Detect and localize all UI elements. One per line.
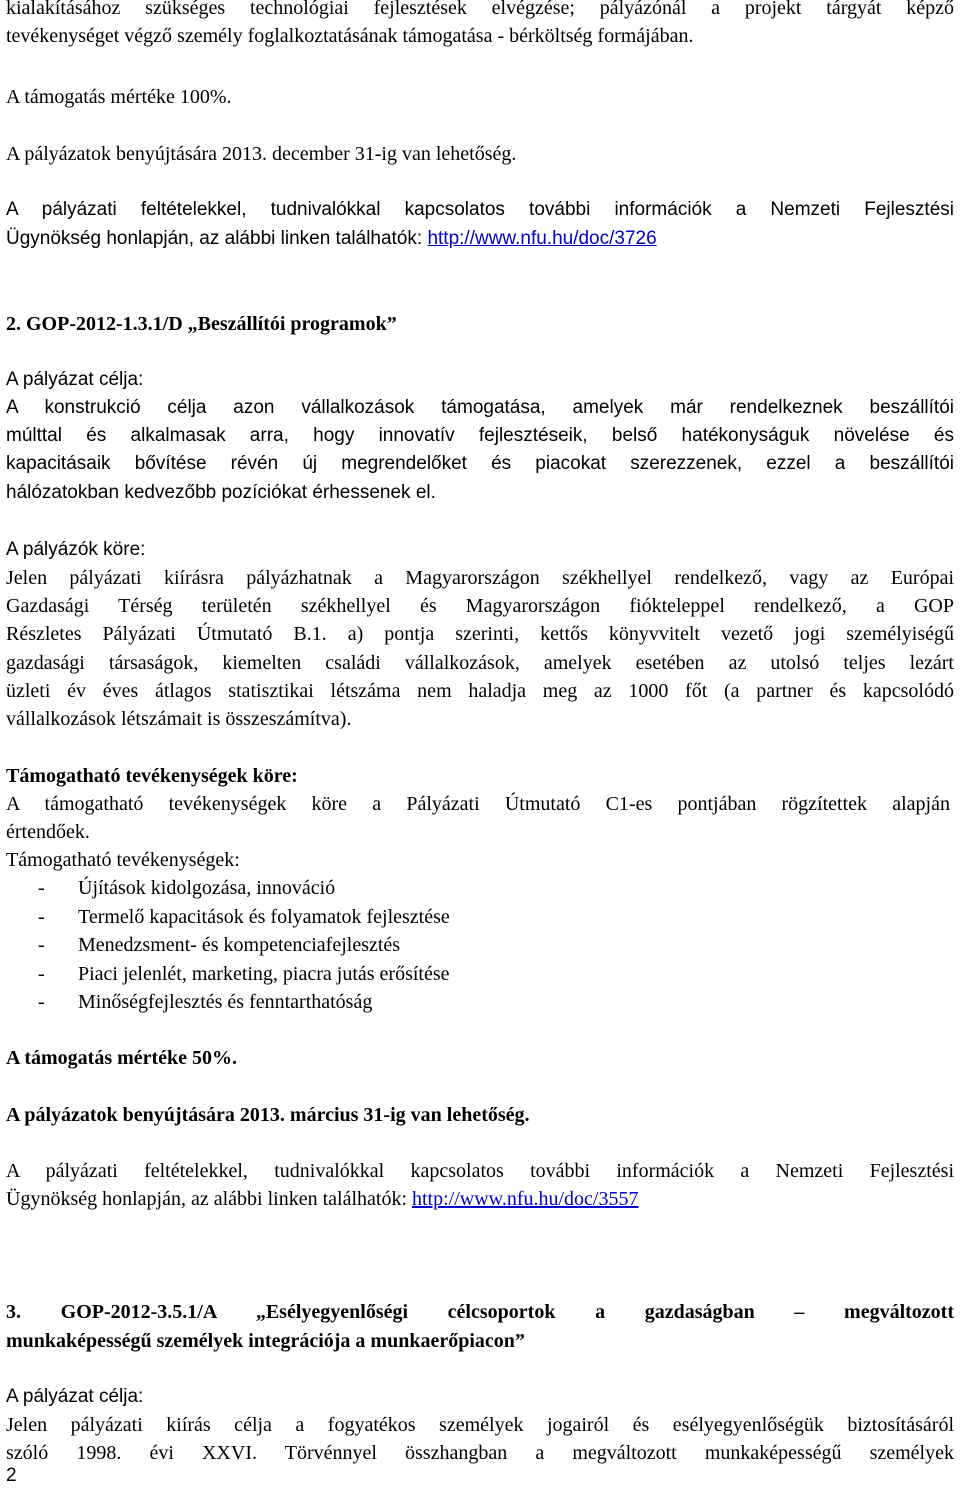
activities-label: Támogatható tevékenységek köre: xyxy=(6,765,298,787)
list-item xyxy=(6,960,450,989)
section-3-heading-line-2: munkaképességű személyek integrációja a munkaerőpiacon” xyxy=(6,1330,525,1352)
applicants-line-3: Részletes Pályázati Útmutató B.1. a) pontja szerinti, kettős könyvvitelt vezető jogi személyiségű xyxy=(6,623,954,645)
activities-list xyxy=(6,874,450,1017)
deadline-december: A pályázatok benyújtására 2013. december 31-ig van lehetőség. xyxy=(6,143,517,165)
dash-bullet: - xyxy=(38,991,45,1013)
dash-bullet: - xyxy=(38,934,45,956)
applicants-line-5: üzleti év éves átlagos statisztikai létszáma nem haladja meg az 1000 főt (a partner és kapcsolódó xyxy=(6,680,954,702)
section-3-goal-label: A pályázat célja: xyxy=(6,1386,144,1407)
activities-line-1: A támogatható tevékenységek köre a Pályázati Útmutató C1-es pontjában rögzítettek alapján xyxy=(6,793,950,815)
support-rate-50: A támogatás mértéke 50%. xyxy=(6,1047,238,1069)
page-number: 2 xyxy=(6,1465,17,1486)
link-doc-3726[interactable]: http://www.nfu.hu/doc/3726 xyxy=(427,228,657,249)
section-2-goal-label: A pályázat célja: xyxy=(6,369,144,390)
info-line-2-text: Ügynökség honlapján, az alábbi linken találhatók: xyxy=(6,228,428,249)
applicants-line-1: Jelen pályázati kiírásra pályázhatnak a Magyarországon székhellyel rendelkező, vagy az Európai xyxy=(6,567,954,589)
info-line-2 xyxy=(6,225,657,254)
list-item-text: Piaci jelenlét, marketing, piacra jutás erősítése xyxy=(78,962,450,985)
section-2-goal-line-4: hálózatokban kedvezőbb pozíciókat érhessenek el. xyxy=(6,482,436,503)
info-line-2b-text: Ügynökség honlapján, az alábbi linken találhatók: xyxy=(6,1188,412,1210)
dash-bullet: - xyxy=(38,905,45,928)
section-2-goal-line-1: A konstrukció célja azon vállalkozások támogatása, amelyek már rendelkeznek beszállítói xyxy=(6,397,954,418)
applicants-line-4: gazdasági társaságok, kiemelten családi vállalkozások, amelyek esetében az utolsó teljes lezárt xyxy=(6,652,954,674)
section-3-goal-line-2: szóló 1998. évi XXVI. Törvénnyel összhangban a megváltozott munkaképességű személyek xyxy=(6,1442,954,1464)
intro-line-1: kialakításához szükséges technológiai fejlesztések elvégzése; pályázónál a projekt tárgyát képző xyxy=(6,0,954,19)
support-rate-100: A támogatás mértéke 100%. xyxy=(6,86,232,108)
activities-line-2: értendőek. xyxy=(6,821,90,843)
list-item xyxy=(6,874,450,903)
section-3-goal-line-1: Jelen pályázati kiírás célja a fogyatékos személyek jogairól és esélyegyenlőségük biztosításáról xyxy=(6,1414,954,1436)
applicants-label: A pályázók köre: xyxy=(6,539,146,560)
applicants-line-2: Gazdasági Térség területén székhellyel és Magyarországon fiókteleppel rendelkező, a GOP xyxy=(6,595,954,617)
deadline-march: A pályázatok benyújtására 2013. március 31-ig van lehetőség. xyxy=(6,1104,530,1126)
dash-bullet: - xyxy=(38,962,45,985)
list-item xyxy=(6,931,450,960)
info-line-1: A pályázati feltételekkel, tudnivalókkal kapcsolatos további információk a Nemzeti Fejlesztési xyxy=(6,199,954,220)
section-3-heading-line-1: 3. GOP-2012-3.5.1/A „Esélyegyenlőségi célcsoportok a gazdaságban – megváltozott xyxy=(6,1301,954,1323)
section-2-heading: 2. GOP-2012-1.3.1/D „Beszállítói programok” xyxy=(6,313,397,335)
list-item-text: Menedzsment- és kompetenciafejlesztés xyxy=(78,934,401,956)
list-item-text: Minőségfejlesztés és fenntarthatóság xyxy=(78,991,373,1013)
intro-line-2: tevékenységet végző személy foglalkoztatásának támogatása - bérköltség formájában. xyxy=(6,25,694,47)
info-line-1b: A pályázati feltételekkel, tudnivalókkal kapcsolatos további információk a Nemzeti Fejlesztési xyxy=(6,1160,954,1182)
list-item xyxy=(6,903,450,932)
applicants-line-6: vállalkozások létszámait is összeszámítva). xyxy=(6,708,352,730)
list-item-text: Termelő kapacitások és folyamatok fejlesztése xyxy=(78,905,450,928)
dash-bullet: - xyxy=(38,877,45,899)
activities-sub-label: Támogatható tevékenységek: xyxy=(6,849,240,871)
list-item-text: Újítások kidolgozása, innováció xyxy=(78,877,336,899)
section-2-goal-line-3: kapacitásaik bővítése révén új megrendelőket és piacokat szerezzenek, ezzel a beszállítói xyxy=(6,453,954,474)
info-line-2b xyxy=(6,1185,638,1214)
section-2-goal-line-2: múlttal és alkalmasak arra, hogy innovatív fejlesztéseik, belső hatékonyságuk növelése és xyxy=(6,425,954,446)
link-doc-3557[interactable]: http://www.nfu.hu/doc/3557 xyxy=(412,1188,639,1210)
list-item xyxy=(6,988,450,1017)
